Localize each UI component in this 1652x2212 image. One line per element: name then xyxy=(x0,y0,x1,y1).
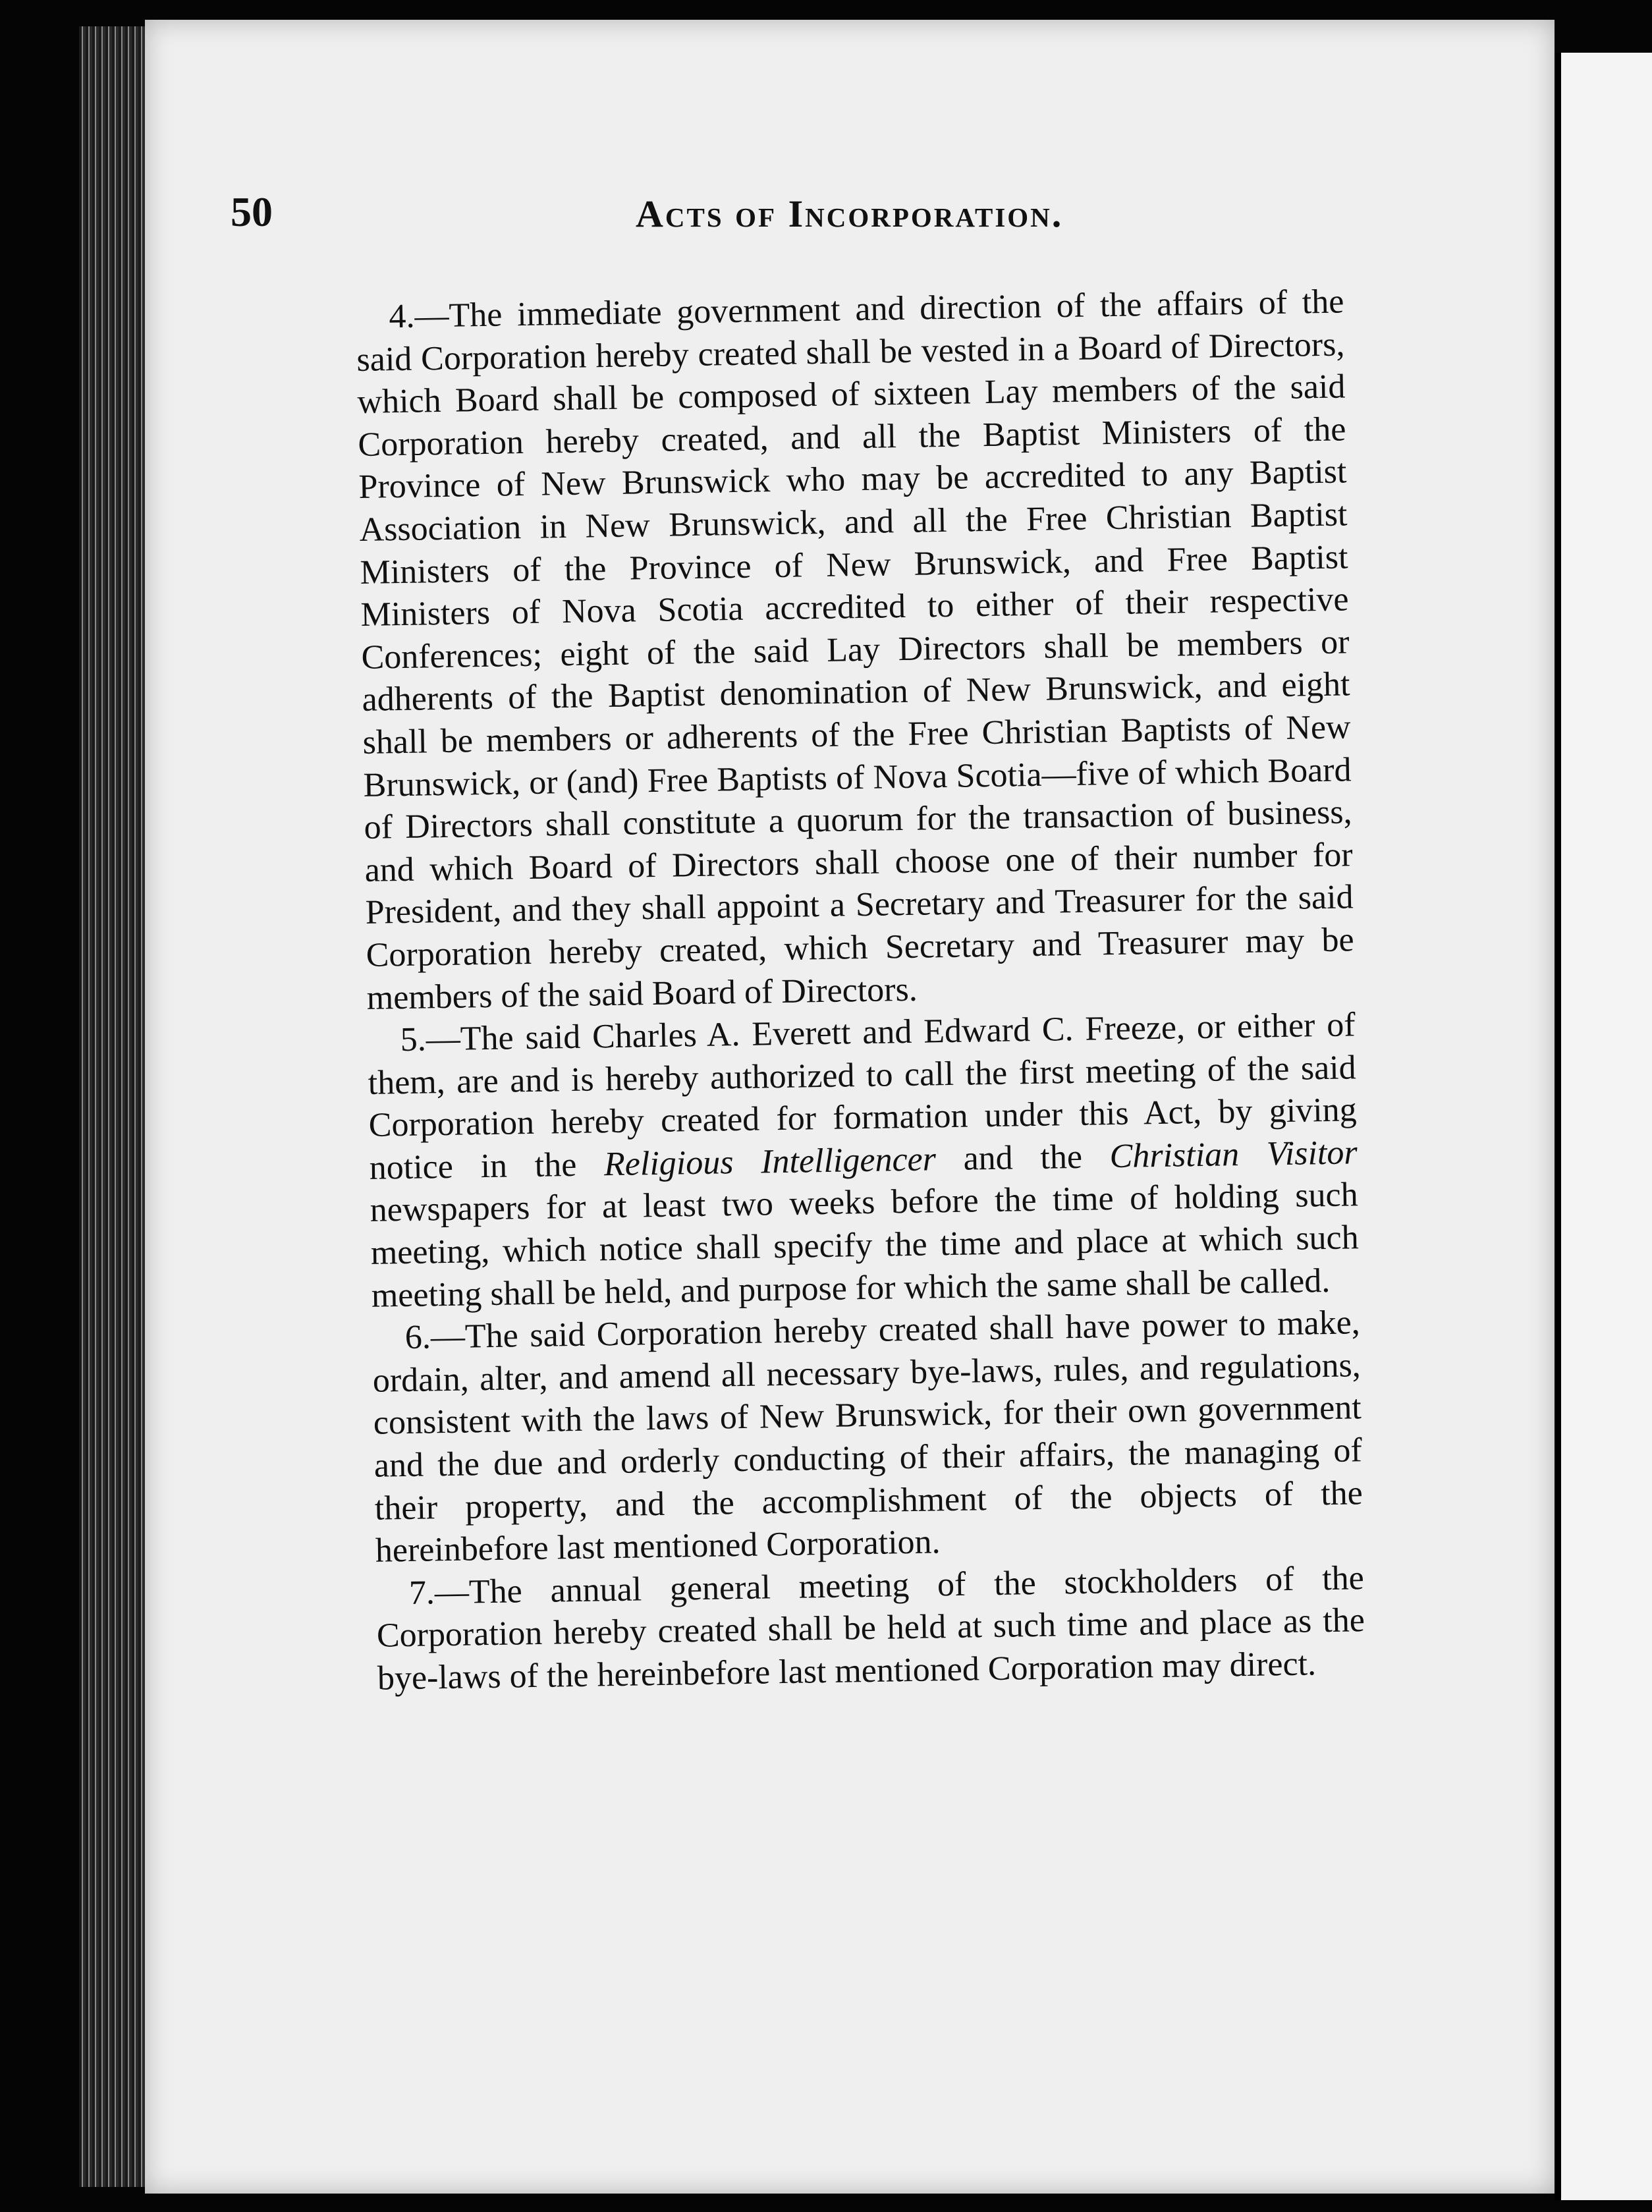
section-5-text-a: 5.—The said Charles A. Everett and Edward C. Freeze, or either of them, are and is hereby authorized to call the first meeting of the said Corporation hereby created for formation under this Act, by giving notice in the xyxy=(368,1006,1358,1187)
page-number: 50 xyxy=(231,188,273,235)
running-title: Acts of Incorporation. xyxy=(636,192,1064,235)
adjacent-page-strip xyxy=(1555,53,1652,2200)
section-5-text-b: and the xyxy=(935,1138,1111,1178)
section-7: 7.—The annual general meeting of the stockholders of the Corporation hereby created shall be held at such time and place as the bye-laws of the hereinbefore last mentioned Corporation may direct. xyxy=(376,1559,1365,1698)
newspaper-name-religious-intelligencer: Religious Intelligencer xyxy=(603,1140,937,1184)
page-header xyxy=(231,188,1350,260)
newspaper-name-christian-visitor: Christian Visitor xyxy=(1109,1134,1358,1176)
book-page-edges xyxy=(79,26,145,2187)
section-4: 4.—The immediate government and direction of the affairs of the said Corporation hereby created shall be vested in a Board of Directors, which Board shall be composed of sixteen Lay members of the said Corporation hereby created, and all the Baptist Ministers of the Province of New Brunswick who may be accredited to any Baptist Association in New Brunswick, and all the Free Christian Baptist Ministers of the Province of New Brunswick, and Free Baptist Ministers of Nova Scotia accredited to either of their respective Conferences; eight of the said Lay Directors shall be members or adherents of the Baptist denomination of New Brunswick, and eight shall be members or adherents of the Free Christian Baptists of New Brunswick, or (and) Free Baptists of Nova Scotia—five of which Board of Directors shall constitute a quorum for the transaction of business, and which Board of Directors shall choose one of their number for President, and they shall appoint a Secretary and Treasurer for the said Corporation hereby created, which Secretary and Treasurer may be members of the said Board of Directors. xyxy=(356,283,1354,1017)
section-5-text-c: newspapers for at least two weeks before the time of holding such meeting, which notice shall specify the time and place at which such meeting shall be held, and purpose for which the same shall be called. xyxy=(370,1176,1360,1315)
section-6: 6.—The said Corporation hereby created shall have power to make, ordain, alter, and amend all necessary bye-laws, rules, and regulations, consistent with the laws of New Brunswick, for their own government and the due and orderly conducting of their affairs, the managing of their property, and the accomplishment of the objects of the hereinbefore last mentioned Corporation. xyxy=(372,1304,1363,1570)
body-text xyxy=(356,281,1365,1700)
section-5 xyxy=(367,1004,1360,1317)
